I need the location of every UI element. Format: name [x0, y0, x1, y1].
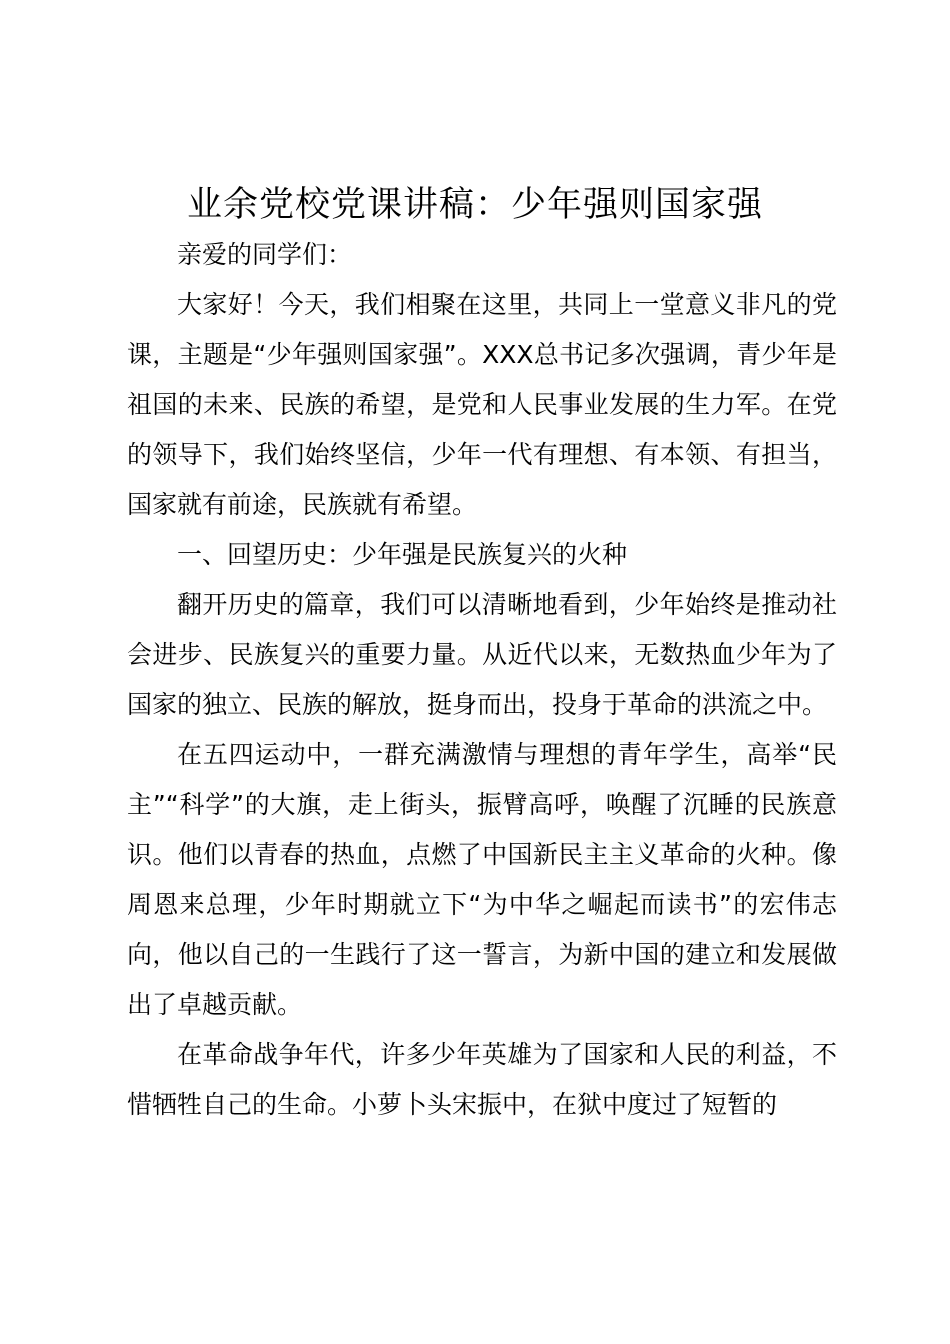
section-heading: 一、回望历史：少年强是民族复兴的火种 — [177, 540, 628, 569]
body-paragraph: 翻开历史的篇章，我们可以清晰地看到，少年始终是推动社会进步、民族复兴的重要力量。从近代以来，无数热血少年为了国家的独立、民族的解放，挺身而出，投身于革命的洪流之中。 — [127, 590, 837, 719]
body-paragraph: 在革命战争年代，许多少年英雄为了国家和人民的利益，不惜牺牲自己的生命。小萝卜头宋振中，在狱中度过了短暂的 — [127, 1040, 837, 1119]
document-body — [127, 230, 837, 1130]
salutation-paragraph: 亲爱的同学们： — [177, 240, 353, 269]
intro-paragraph: 大家好！今天，我们相聚在这里，共同上一堂意义非凡的党课，主题是“少年强则国家强”。XXX总书记多次强调，青少年是祖国的未来、民族的希望，是党和人民事业发展的生力军。在党的领导下，我们始终坚信，少年一代有理想、有本领、有担当，国家就有前途，民族就有希望。 — [127, 290, 837, 519]
document-title: 业余党校党课讲稿：少年强则国家强 — [186, 185, 763, 225]
body-paragraph: 在五四运动中，一群充满激情与理想的青年学生，高举“民主”“科学”的大旗，走上街头，振臂高呼，唤醒了沉睡的民族意识。他们以青春的热血，点燃了中国新民主主义革命的火种。像周恩来总理，少年时期就立下“为中华之崛起而读书”的宏伟志向，他以自己的一生践行了这一誓言，为新中国的建立和发展做出了卓越贡献。 — [127, 740, 837, 1019]
